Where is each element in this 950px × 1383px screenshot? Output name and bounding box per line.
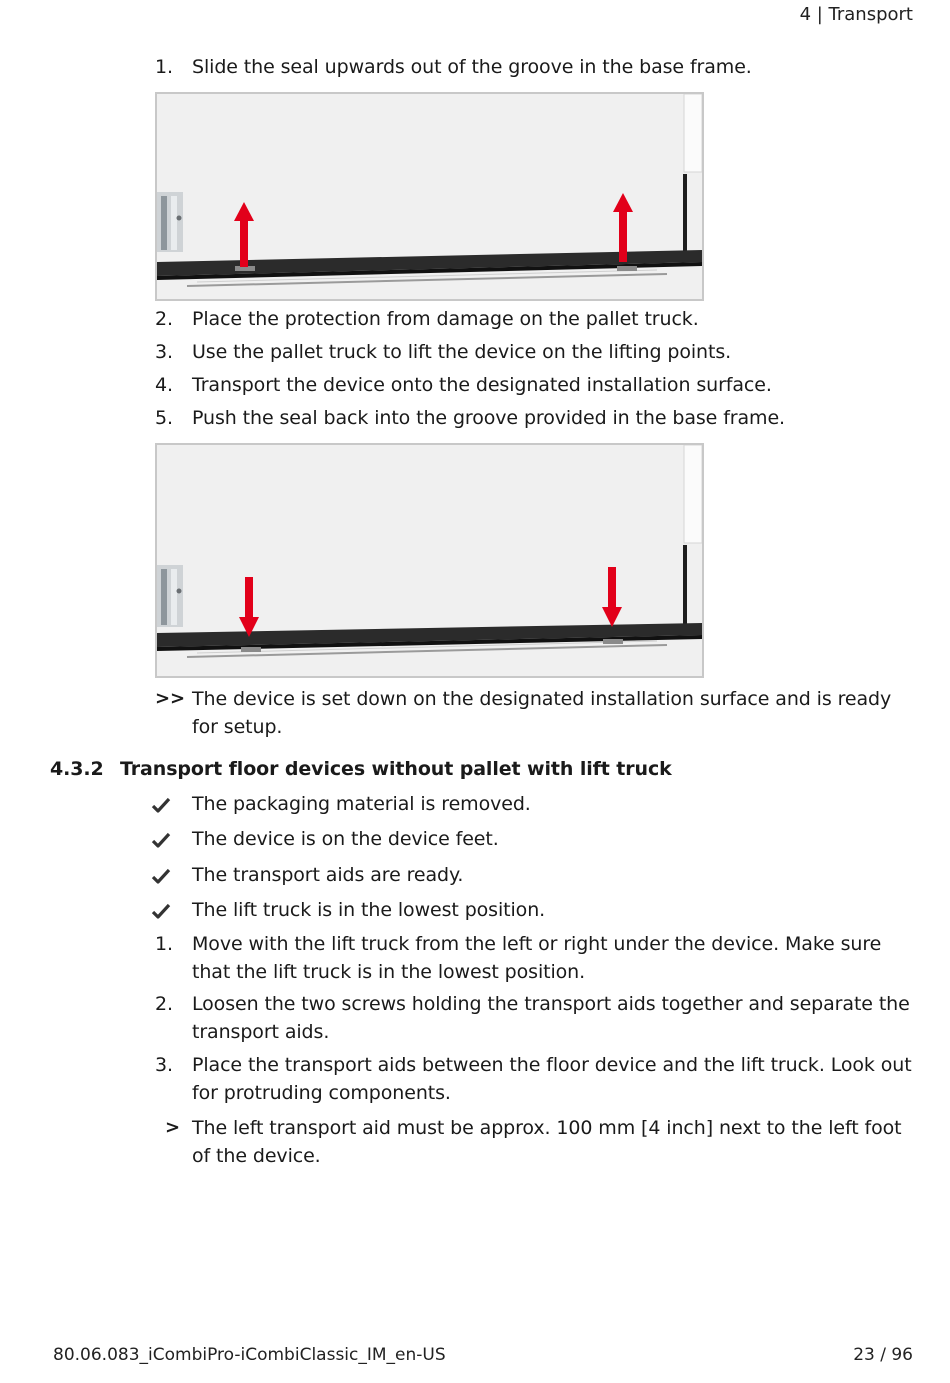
step-number: 2. — [155, 308, 173, 330]
step-text: Loosen the two screws holding the transport aids together and separate the transport aids. — [192, 993, 910, 1043]
step-number: 3. — [155, 341, 173, 363]
step-text: Transport the device onto the designated installation surface. — [192, 374, 772, 396]
step-text: Place the transport aids between the floor device and the lift truck. Look out for protruding components. — [192, 1054, 912, 1104]
section-number: 4.3.2 — [50, 758, 104, 780]
checkmark-icon — [151, 795, 171, 815]
step-number: 2. — [155, 993, 173, 1015]
intermediate-marker: > — [165, 1117, 180, 1138]
checkmark-icon — [151, 901, 171, 921]
checkmark-icon — [151, 830, 171, 850]
step-text: Push the seal back into the groove provided in the base frame. — [192, 407, 785, 429]
seal-down-illustration — [157, 445, 702, 676]
left-foot — [157, 565, 183, 627]
prerequisite-item: The transport aids are ready. — [192, 864, 464, 886]
running-header: 4 | Transport — [799, 4, 913, 25]
step-number: 1. — [155, 933, 173, 955]
step-number: 3. — [155, 1054, 173, 1076]
footer-doc-id: 80.06.083_iCombiPro-iCombiClassic_IM_en-US — [53, 1345, 446, 1365]
checkmark-icon — [151, 866, 171, 886]
intermediate-text: The left transport aid must be approx. 100 mm [4 inch] next to the left foot of the device. — [192, 1117, 902, 1167]
footer-page-number: 23 / 96 — [853, 1345, 913, 1365]
result-marker: >> — [155, 688, 185, 709]
prerequisite-item: The packaging material is removed. — [192, 793, 531, 815]
step-text: Move with the lift truck from the left or right under the device. Make sure that the lift truck is in the lowest position. — [192, 933, 882, 983]
prerequisite-item: The lift truck is in the lowest position. — [192, 899, 546, 921]
left-foot — [157, 192, 183, 252]
figure-seal-down — [155, 443, 704, 678]
step-text: Use the pallet truck to lift the device on the lifting points. — [192, 341, 732, 363]
step-number: 4. — [155, 374, 173, 396]
step-text: Place the protection from damage on the pallet truck. — [192, 308, 699, 330]
result-text: The device is set down on the designated installation surface and is ready for setup. — [192, 688, 892, 738]
prerequisite-item: The device is on the device feet. — [192, 828, 499, 850]
step-text: Slide the seal upwards out of the groove in the base frame. — [192, 56, 752, 78]
step-number: 1. — [155, 56, 173, 78]
seal-up-illustration — [157, 94, 702, 299]
figure-seal-up — [155, 92, 704, 301]
section-title: Transport floor devices without pallet with lift truck — [120, 758, 672, 780]
step-number: 5. — [155, 407, 173, 429]
